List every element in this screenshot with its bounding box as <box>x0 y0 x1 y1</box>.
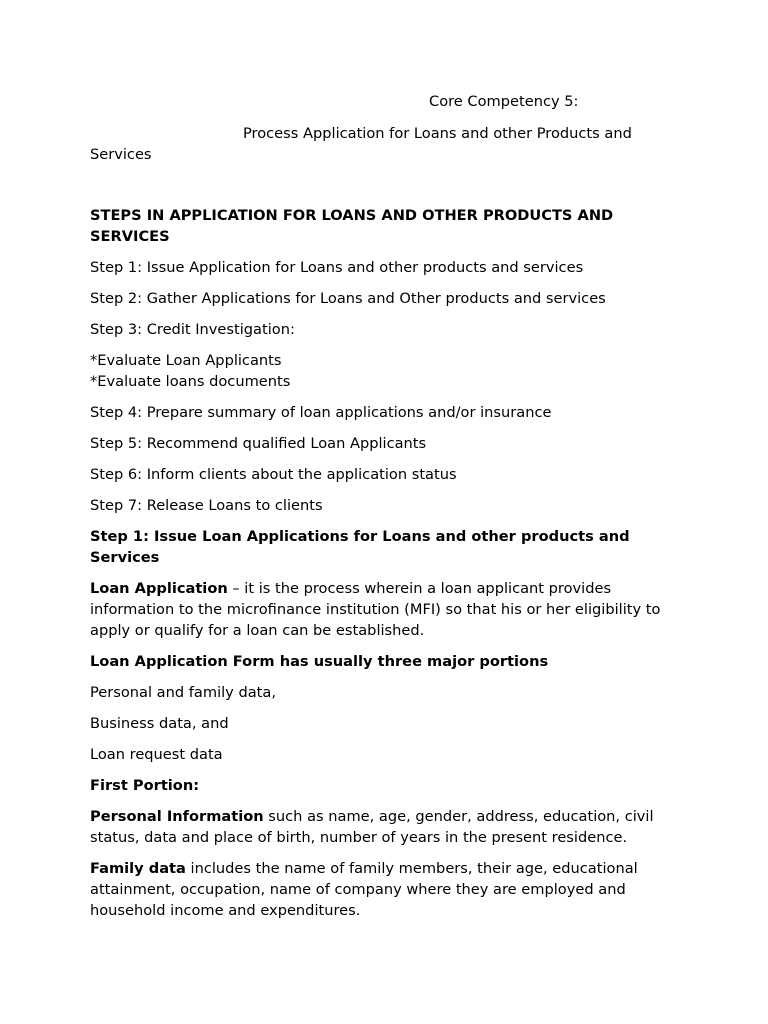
form-heading: Loan Application Form has usually three major portions <box>90 653 549 670</box>
family-data-term: Family data <box>90 860 186 877</box>
step-item: Step 4: Prepare summary of loan applications and/or insurance <box>90 404 552 421</box>
evaluate-item: *Evaluate Loan Applicants <box>90 352 282 369</box>
document-page <box>90 91 680 931</box>
loan-application-definition: – it is the process wherein a loan applicant provides information to the microfinance institution (MFI) so that his or her eligibility to apply or qualify for a loan can be established. <box>90 580 661 639</box>
step-item: Step 1: Issue Application for Loans and other products and services <box>90 259 584 276</box>
evaluate-list <box>90 350 680 392</box>
portion-item: Business data, and <box>90 715 229 732</box>
personal-info-term: Personal Information <box>90 808 264 825</box>
personal-info-paragraph <box>90 806 680 848</box>
loan-application-term: Loan Application <box>90 580 228 597</box>
step-item: Step 6: Inform clients about the application status <box>90 466 457 483</box>
first-portion-heading: First Portion: <box>90 777 200 794</box>
evaluate-item: *Evaluate loans documents <box>90 373 291 390</box>
competency-label: Core Competency 5: <box>429 93 579 110</box>
step1-heading: Step 1: Issue Loan Applications for Loans and other products and Services <box>90 528 630 566</box>
step-item: Step 2: Gather Applications for Loans and Other products and services <box>90 290 606 307</box>
step-item: Step 5: Recommend qualified Loan Applicants <box>90 435 427 452</box>
family-data-text: includes the name of family members, their age, educational attainment, occupation, name of company where they are employed and household income and expenditures. <box>90 860 638 919</box>
step-item: Step 7: Release Loans to clients <box>90 497 323 514</box>
step-item: Step 3: Credit Investigation: <box>90 321 295 338</box>
family-data-paragraph <box>90 858 680 921</box>
portion-item: Loan request data <box>90 746 223 763</box>
loan-application-paragraph <box>90 578 680 641</box>
portion-item: Personal and family data, <box>90 684 276 701</box>
steps-heading: STEPS IN APPLICATION FOR LOANS AND OTHER PRODUCTS AND SERVICES <box>90 207 614 245</box>
document-title: Process Application for Loans and other Products and Services <box>90 125 632 163</box>
personal-info-text: such as name, age, gender, address, education, civil status, data and place of birth, number of years in the present residence. <box>90 808 654 846</box>
